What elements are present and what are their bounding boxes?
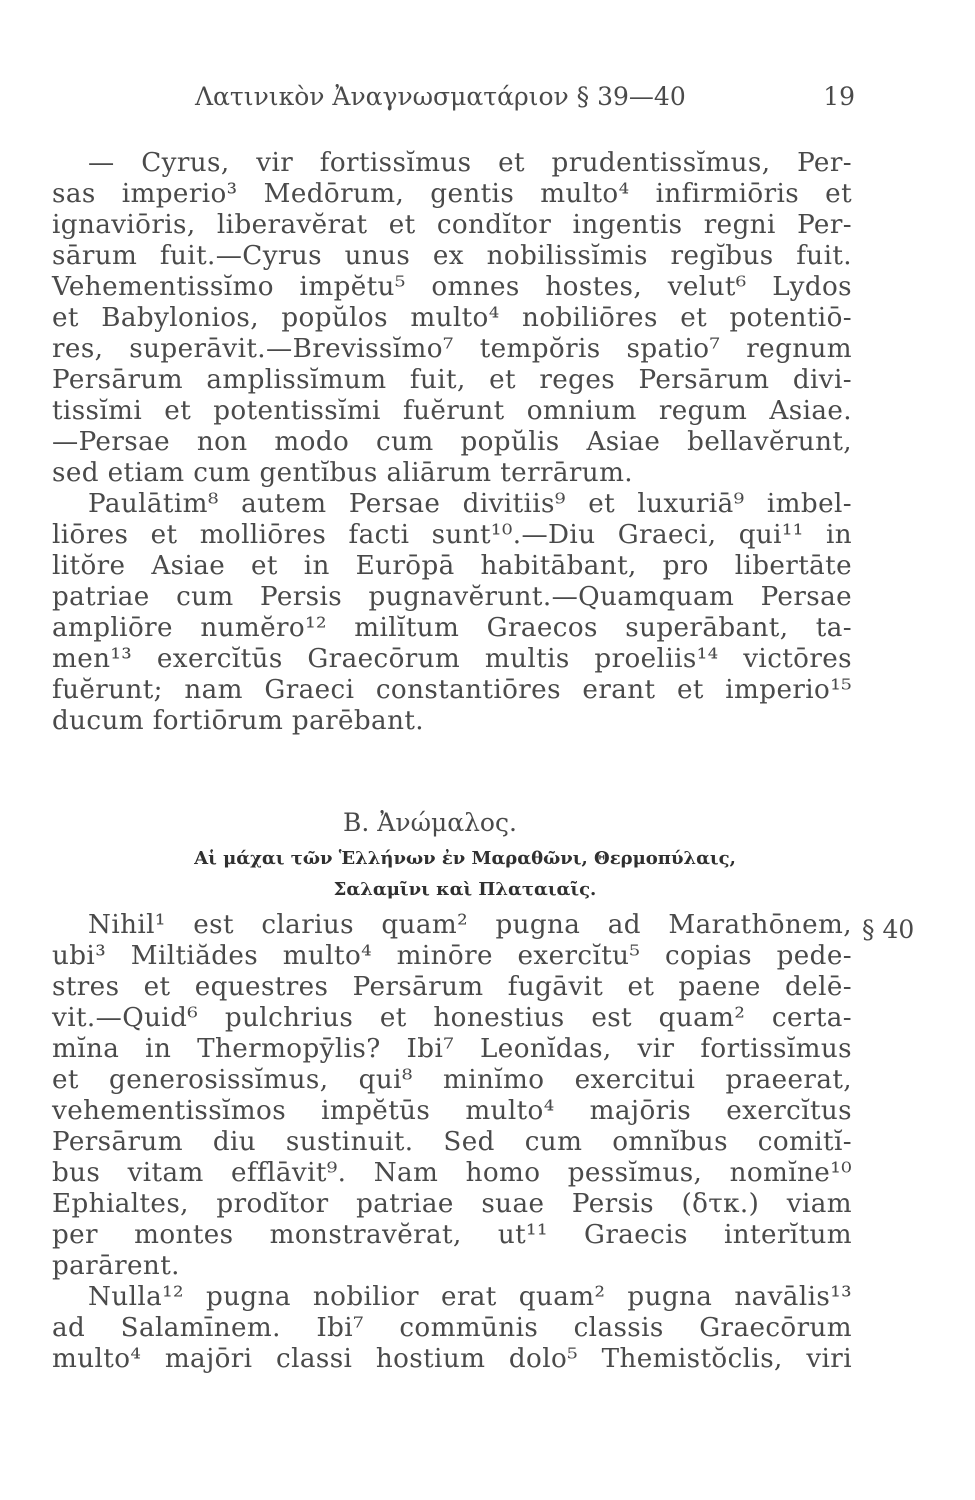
text-line: et Babylonios, popŭlos multo⁴ nobiliōres et potentiō- [52,303,852,333]
text-line: fuĕrunt; nam Graeci constantiōres erant et imperio¹⁵ [52,675,852,705]
section-heading: B. Ἀνώμαλος. [343,808,517,837]
page-number: 19 [823,82,855,111]
text-line: litŏre Asiae et in Eurōpā habitābant, pro libertāte [52,551,852,581]
text-line: —Persae non modo cum popŭlis Asiae bellavĕrunt, [52,427,852,457]
text-line: multo⁴ majōri classi hostium dolo⁵ Themistŏclis, viri [52,1344,852,1374]
margin-section-ref: § 40 [862,915,915,944]
text-line: parārent. [52,1251,180,1281]
text-line: mĭna in Thermopȳlis? Ibi⁷ Leonĭdas, vir fortissĭmus [52,1034,852,1064]
text-line: per montes monstravĕrat, ut¹¹ Graecis interĭtum [52,1220,852,1250]
section-subheading [95,843,835,905]
text-line: Persārum amplissĭmum fuit, et reges Persārum divi- [52,365,852,395]
body-text-upper [52,148,852,737]
text-line: et generosissĭmus, qui⁸ minĭmo exercitui praeerat, [52,1065,852,1095]
text-line: ubi³ Miltiădes multo⁴ minōre exercĭtu⁵ copias pede- [52,941,852,971]
text-line: — Cyrus, vir fortissĭmus et prudentissĭmus, Per- [88,148,852,178]
text-line: ignaviōris, liberavĕrat et condĭtor ingentis regni Per- [52,210,852,240]
body-text-lower [52,910,852,1375]
text-line: ad Salamīnem. Ibi⁷ commūnis classis Graecōrum [52,1313,852,1343]
text-line: res, superāvit.—Brevissĭmo⁷ tempŏris spatio⁷ regnum [52,334,852,364]
text-line: tissĭmi et potentissĭmi fuĕrunt omnium regum Asiae. [52,396,852,426]
text-line: vit.—Quid⁶ pulchrius et honestius est quam² certa- [52,1003,852,1033]
text-line: bus vitam efflāvit⁹. Nam homo pessĭmus, nomĭne¹⁰ [52,1158,852,1188]
text-line: Ephialtes, prodĭtor patriae suae Persis (δτκ.) viam [52,1189,852,1219]
text-line: stres et equestres Persārum fugāvit et paene delē- [52,972,852,1002]
text-line: ducum fortiōrum parēbant. [52,706,424,736]
text-line: sārum fuit.—Cyrus unus ex nobilissĭmis regĭbus fuit. [52,241,852,271]
subheading-line: Σαλαμῖνι καὶ Πλαταιαῖς. [333,879,597,900]
text-line: men¹³ exercĭtūs Graecōrum multis proeliis¹⁴ victōres [52,644,852,674]
text-line: sas imperio³ Medōrum, gentis multo⁴ infirmiōris et [52,179,852,209]
text-line: Persārum diu sustinuit. Sed cum omnĭbus comitĭ- [52,1127,852,1157]
text-line: ampliōre numĕro¹² milĭtum Graecos superābant, ta- [52,613,852,643]
text-line: patriae cum Persis pugnavĕrunt.—Quamquam Persae [52,582,852,612]
text-line: Vehementissĭmo impĕtu⁵ omnes hostes, velut⁶ Lydos [52,272,852,302]
text-line: Nulla¹² pugna nobilior erat quam² pugna navālis¹³ [88,1282,852,1312]
running-title: Λατινικὸν Ἀναγνωσματάριον § 39—40 [195,82,686,111]
text-line: sed etiam cum gentĭbus aliārum terrārum. [52,458,634,488]
subheading-line: Αἱ μάχαι τῶν Ἑλλήνων ἐν Μαραθῶνι, Θερμοπύλαις, [194,848,736,869]
text-line: vehementissĭmos impĕtūs multo⁴ majōris exercĭtus [52,1096,852,1126]
text-line: Paulātim⁸ autem Persae divitiis⁹ et luxuriā⁹ imbel- [88,489,852,519]
text-line: liōres et molliōres facti sunt¹⁰.—Diu Graeci, qui¹¹ in [52,520,852,550]
running-header [195,82,855,122]
text-line: Nihil¹ est clarius quam² pugna ad Marathōnem, [88,910,852,940]
